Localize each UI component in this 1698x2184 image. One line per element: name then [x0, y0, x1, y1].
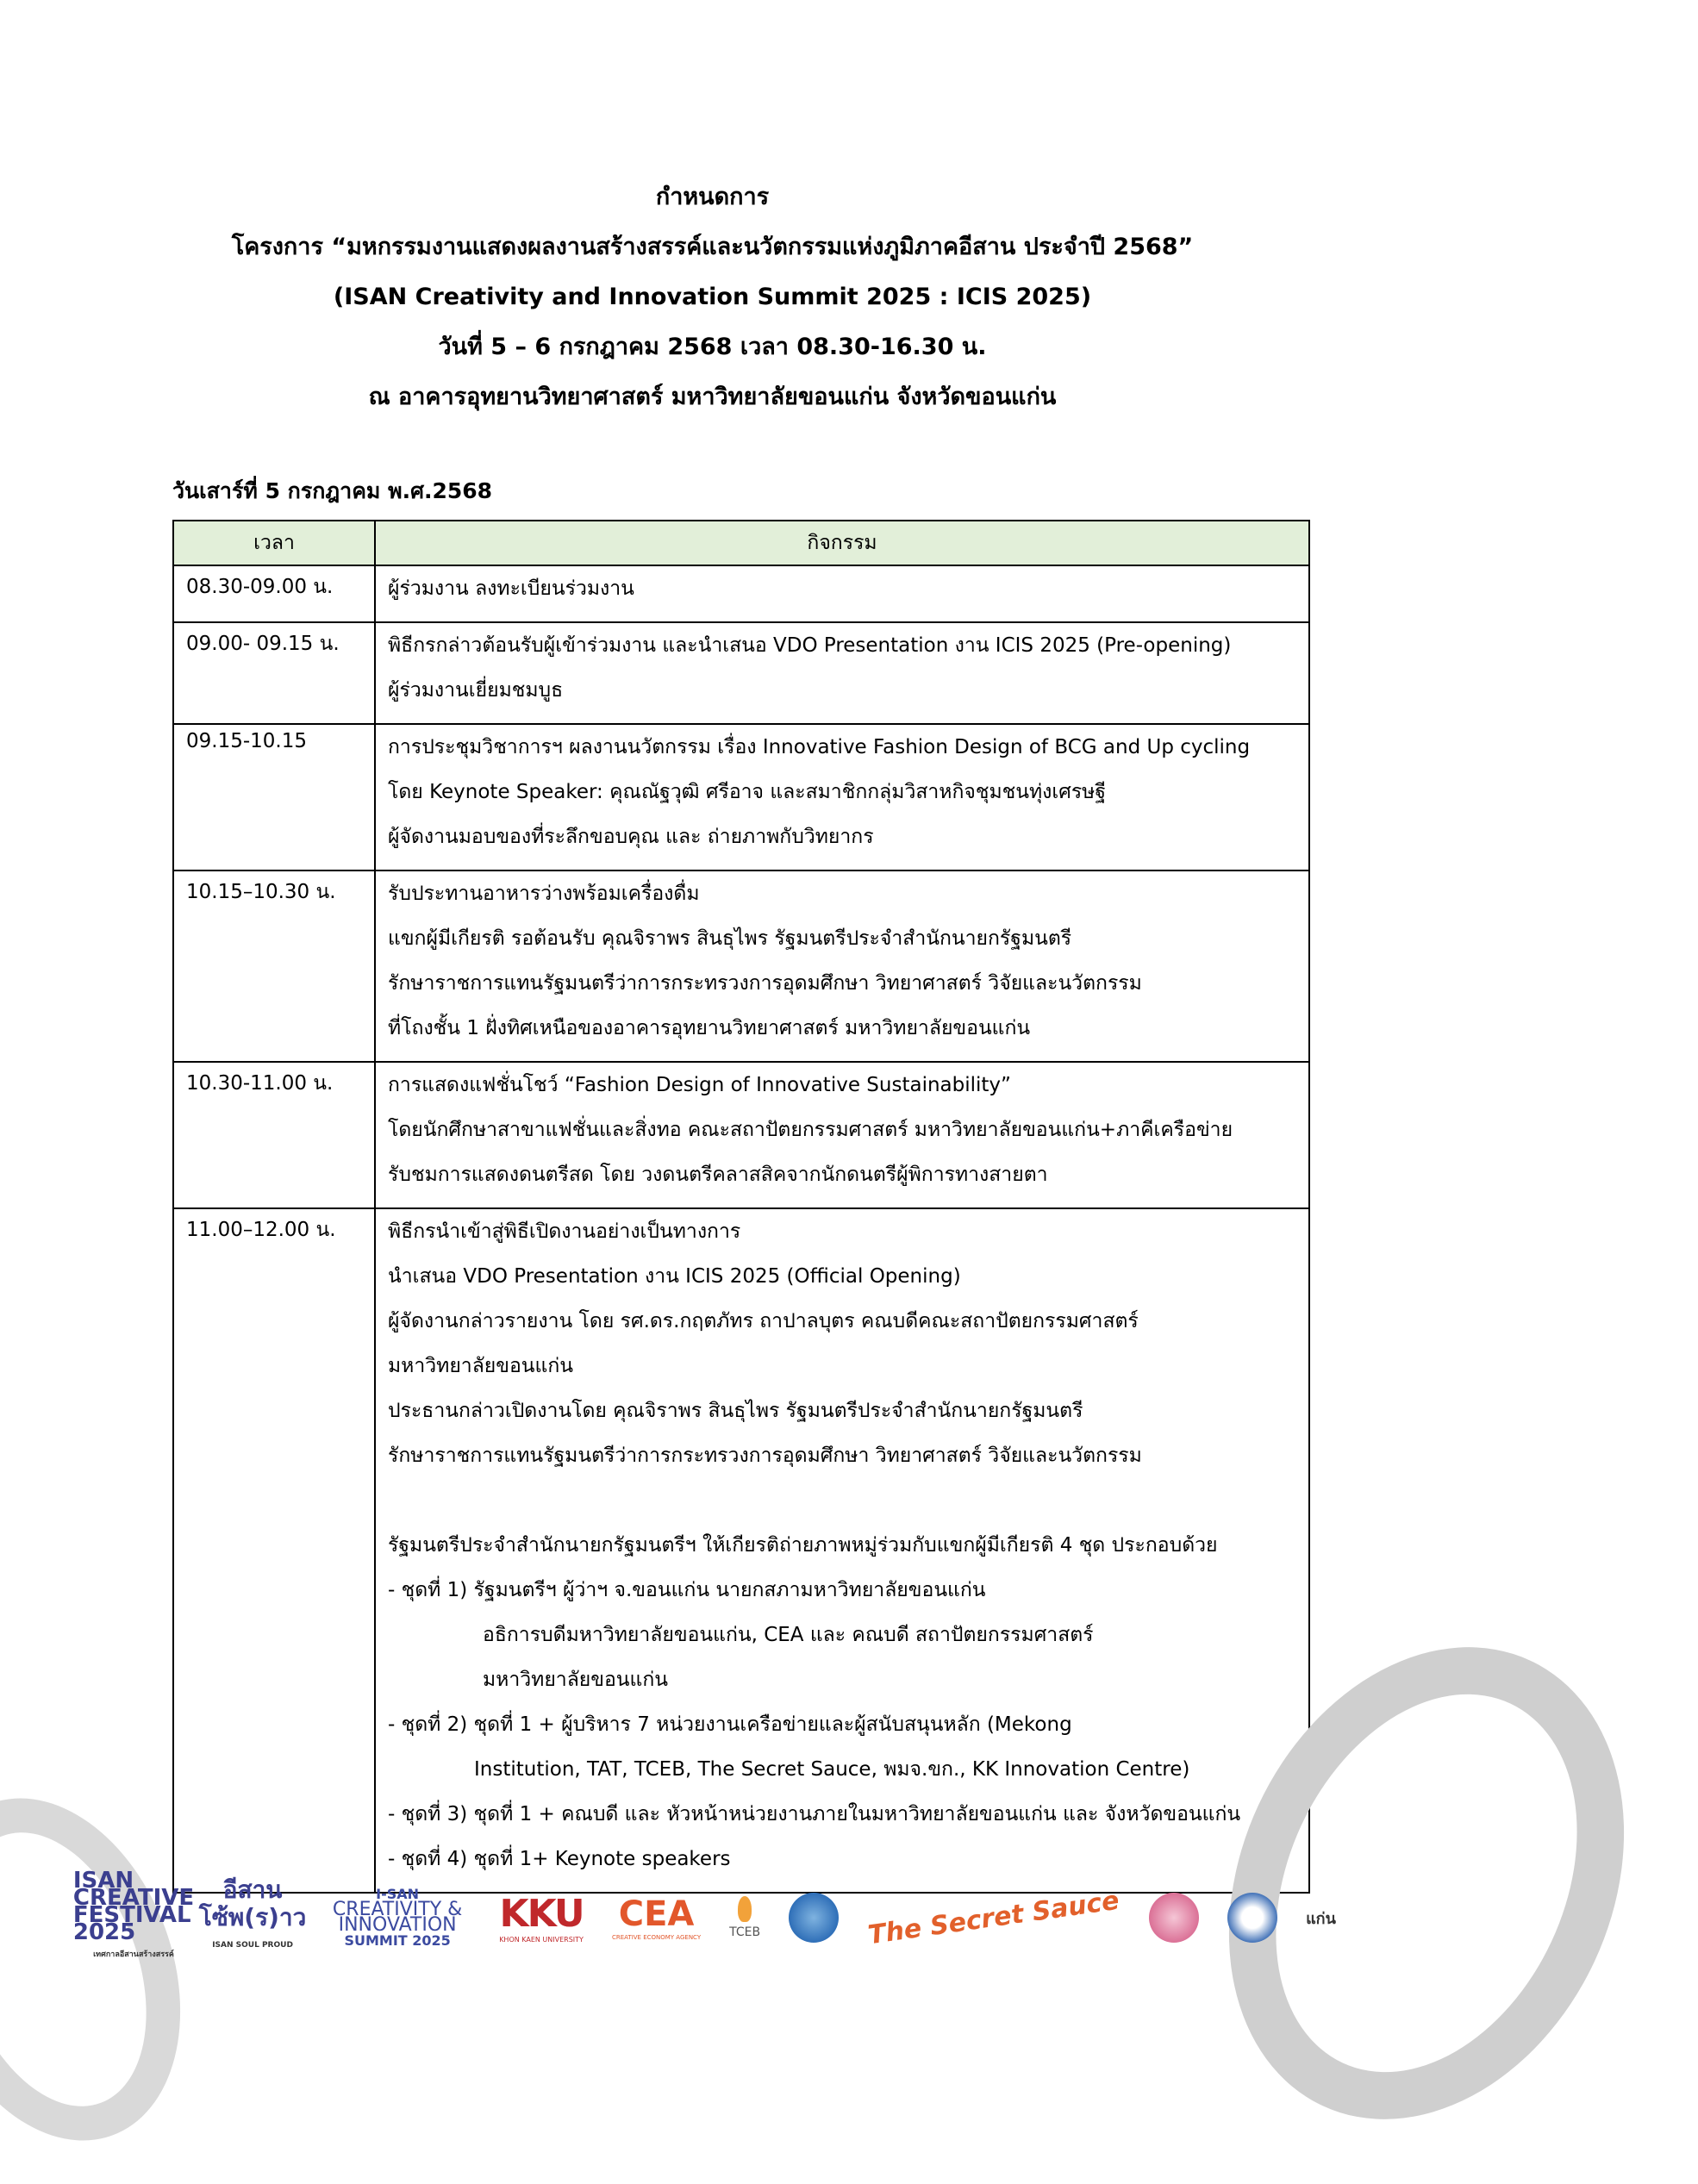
table-row — [173, 622, 1309, 724]
isan-festival-wordmark: ISAN CREATIVE FESTIVAL 2025 — [72, 1868, 195, 1945]
isan-creative-festival-logo — [72, 1868, 195, 1963]
seal-icon — [1149, 1893, 1199, 1943]
emblem-icon — [1227, 1893, 1277, 1943]
icis-line-3: INNOVATION — [338, 1914, 457, 1936]
time-cell: 09.15-10.15 — [173, 724, 375, 870]
activity-line: Institution, TAT, TCEB, The Secret Sauce, พมจ.ขก., KK Innovation Centre) — [474, 1758, 1190, 1781]
activity-cell — [375, 870, 1309, 1062]
activity-line: การแสดงแฟชั่นโชว์ “Fashion Design of Innovative Sustainability” — [388, 1074, 1011, 1096]
time-cell: 08.30-09.00 น. — [173, 565, 375, 622]
table-row — [173, 1208, 1309, 1893]
activity-cell — [375, 1208, 1309, 1893]
mekong-institute-logo — [789, 1893, 839, 1943]
kku-subtitle: KHON KAEN UNIVERSITY — [499, 1936, 584, 1944]
soul-proud-subtitle: ISAN SOUL PROUD — [212, 1941, 293, 1950]
activity-line: รับชมการแสดงดนตรีสด โดย วงดนตรีคลาสสิคจากนักดนตรีผู้พิการทางสายตา — [388, 1164, 1048, 1186]
isan-soul-proud-logo — [198, 1875, 307, 1959]
header-venue: ณ อาคารอุทยานวิทยาศาสตร์ มหาวิทยาลัยขอนแก่น จังหวัดขอนแก่น — [368, 384, 1057, 410]
header-project: โครงการ “มหกรรมงานแสดงผลงานสร้างสรรค์และนวัตกรรมแห่งภูมิภาคอีสาน ประจำปี 2568” — [231, 234, 1194, 260]
activity-line: ผู้ร่วมงาน ลงทะเบียนร่วมงาน — [388, 577, 634, 600]
cea-logo — [612, 1894, 701, 1941]
time-cell: 11.00–12.00 น. — [173, 1208, 375, 1893]
activity-line: มหาวิทยาลัยขอนแก่น — [388, 1355, 574, 1377]
document-header — [0, 172, 1425, 422]
provincial-seal-logo — [1149, 1893, 1199, 1943]
kkic-wordmark: แก่น — [1306, 1909, 1336, 1928]
activity-line: - ชุดที่ 2) ชุดที่ 1 + ผู้บริหาร 7 หน่วยงานเครือข่ายและผู้สนับสนุนหลัก (Mekong — [388, 1713, 1072, 1736]
activity-line: ผู้จัดงานมอบของที่ระลึกขอบคุณ และ ถ่ายภาพกับวิทยากร — [388, 826, 874, 848]
sauce-wordmark: The Secret Sauce — [866, 1885, 1121, 1950]
soul-proud-wordmark: อีสานโซ้พ(ร)าว — [198, 1875, 307, 1931]
tceb-wordmark: TCEB — [729, 1925, 761, 1939]
kku-logo — [499, 1892, 584, 1944]
activity-line: อธิการบดีมหาวิทยาลัยขอนแก่น, CEA และ คณบดี สถาปัตยกรรมศาสตร์ — [483, 1624, 1094, 1646]
kku-wordmark: KKU — [499, 1892, 584, 1936]
activity-line: มหาวิทยาลัยขอนแก่น — [483, 1669, 669, 1691]
activity-line: นำเสนอ VDO Presentation งาน ICIS 2025 (Official Opening) — [388, 1265, 961, 1288]
time-cell: 10.15–10.30 น. — [173, 870, 375, 1062]
time-cell: 09.00- 09.15 น. — [173, 622, 375, 724]
table-row — [173, 724, 1309, 870]
activity-cell — [375, 1062, 1309, 1208]
tat-logo — [1227, 1893, 1277, 1943]
secret-sauce-logo — [866, 1885, 1121, 1950]
activity-line: ที่โถงชั้น 1 ฝั่งทิศเหนือของอาคารอุทยานวิทยาศาสตร์ มหาวิทยาลัยขอนแก่น — [388, 1017, 1031, 1039]
icis-summit-logo — [324, 1887, 471, 1949]
activity-line: ผู้จัดงานกล่าวรายงาน โดย รศ.ดร.กฤตภัทร ถาปาลบุตร คณบดีคณะสถาปัตยกรรมศาสตร์ — [388, 1310, 1139, 1332]
header-title: กำหนดการ — [655, 184, 770, 210]
activity-cell — [375, 565, 1309, 622]
activity-line: แขกผู้มีเกียรติ รอต้อนรับ คุณจิราพร สินธุไพร รัฐมนตรีประจำสำนักนายกรัฐมนตรี — [388, 927, 1072, 950]
isan-festival-subtitle: เทศกาลอีสานสร้างสรรค์ — [93, 1950, 174, 1959]
activity-cell — [375, 622, 1309, 724]
col-activity-header: กิจกรรม — [375, 521, 1309, 565]
activity-line: รักษาราชการแทนรัฐมนตรีว่าการกระทรวงการอุดมศึกษา วิทยาศาสตร์ วิจัยและนวัตกรรม — [388, 1445, 1142, 1467]
cea-subtitle: CREATIVE ECONOMY AGENCY — [612, 1934, 702, 1941]
activity-line: - ชุดที่ 1) รัฐมนตรีฯ ผู้ว่าฯ จ.ขอนแก่น นายกสภามหาวิทยาลัยขอนแก่น — [388, 1579, 986, 1601]
activity-line: ประธานกล่าวเปิดงานโดย คุณจิราพร สินธุไพร รัฐมนตรีประจำสำนักนายกรัฐมนตรี — [388, 1400, 1083, 1422]
activity-line: พิธีกรนำเข้าสู่พิธีเปิดงานอย่างเป็นทางการ — [388, 1220, 741, 1243]
table-row — [173, 1062, 1309, 1208]
day-label: วันเสาร์ที่ 5 กรกฎาคม พ.ศ.2568 — [172, 478, 493, 503]
activity-line: โดยนักศึกษาสาขาแฟชั่นและสิ่งทอ คณะสถาปัตยกรรมศาสตร์ มหาวิทยาลัยขอนแก่น+ภาคีเครือข่าย — [388, 1119, 1233, 1141]
activity-cell — [375, 724, 1309, 870]
activity-line: โดย Keynote Speaker: คุณณัฐวุฒิ ศรีอาจ และสมาชิกกลุ่มวิสาหกิจชุมชนทุ่งเศรษฐี — [388, 781, 1107, 803]
activity-line: - ชุดที่ 4) ชุดที่ 1+ Keynote speakers — [388, 1848, 731, 1870]
tceb-logo — [729, 1896, 760, 1939]
activity-line: รักษาราชการแทนรัฐมนตรีว่าการกระทรวงการอุดมศึกษา วิทยาศาสตร์ วิจัยและนวัตกรรม — [388, 972, 1142, 995]
flame-icon — [738, 1896, 752, 1922]
icis-line-2: CREATIVITY & — [332, 1899, 463, 1920]
activity-line: พิธีกรกล่าวต้อนรับผู้เข้าร่วมงาน และนำเสนอ VDO Presentation งาน ICIS 2025 (Pre-opening) — [388, 634, 1232, 657]
sponsor-logo-strip — [72, 1857, 1336, 1978]
table-row — [173, 565, 1309, 622]
cea-wordmark: CEA — [618, 1894, 695, 1934]
table-row — [173, 870, 1309, 1062]
header-english-name: (ISAN Creativity and Innovation Summit 2025 : ICIS 2025) — [333, 284, 1092, 310]
col-time-header: เวลา — [173, 521, 375, 565]
schedule-table — [172, 520, 1310, 1894]
table-header-row — [173, 521, 1309, 565]
activity-line: รับประทานอาหารว่างพร้อมเครื่องดื่ม — [388, 883, 700, 905]
header-date: วันที่ 5 – 6 กรกฎาคม 2568 เวลา 08.30-16.30 น. — [438, 334, 987, 360]
kk-innovation-centre-logo — [1306, 1906, 1336, 1931]
activity-line: รัฐมนตรีประจำสำนักนายกรัฐมนตรีฯ ให้เกียรติถ่ายภาพหมู่ร่วมกับแขกผู้มีเกียรติ 4 ชุด ประกอบด้วย — [388, 1534, 1218, 1557]
icis-line-1: I-SAN — [376, 1886, 420, 1902]
icis-line-4: SUMMIT 2025 — [344, 1932, 451, 1949]
activity-line: การประชุมวิชาการฯ ผลงานนวัตกรรม เรื่อง Innovative Fashion Design of BCG and Up cycling — [388, 736, 1251, 758]
globe-icon — [789, 1893, 839, 1943]
decorative-ring-text: INNOVATION — [1346, 1771, 1580, 2073]
activity-line: ผู้ร่วมงานเยี่ยมชมบูธ — [388, 679, 564, 702]
time-cell: 10.30-11.00 น. — [173, 1062, 375, 1208]
activity-line: - ชุดที่ 3) ชุดที่ 1 + คณบดี และ หัวหน้าหน่วยงานภายในมหาวิทยาลัยขอนแก่น และ จังหวัดขอนแก่น — [388, 1803, 1241, 1825]
blank-line — [388, 1483, 1308, 1528]
